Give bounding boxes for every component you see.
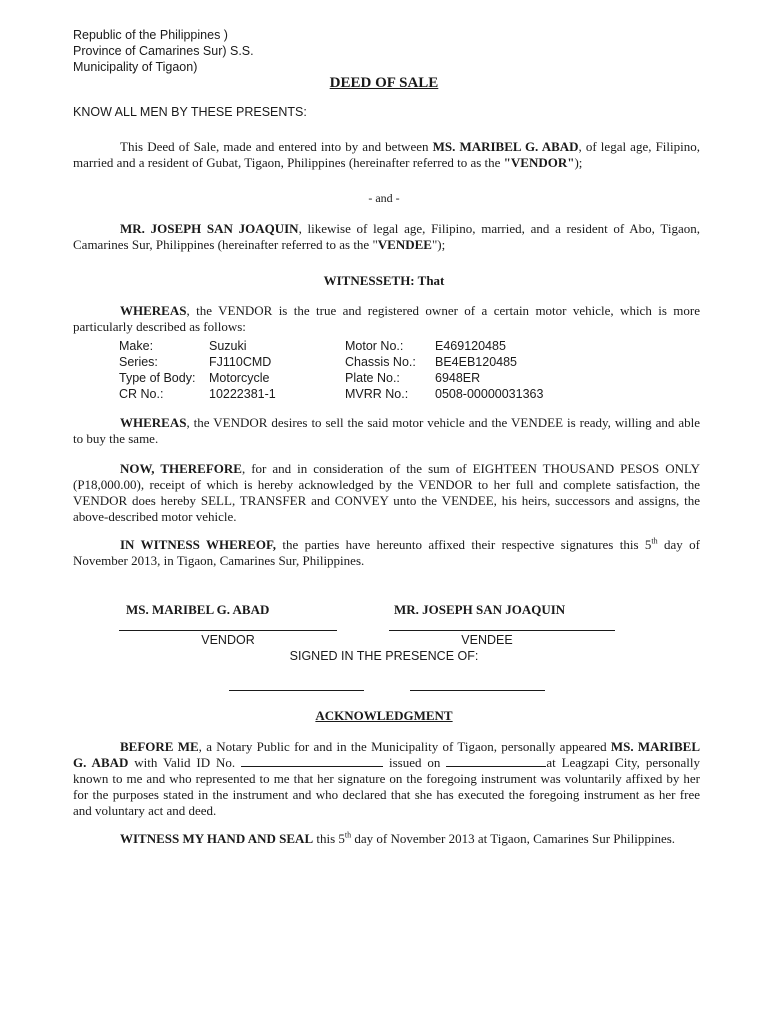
whereas-sell-text: , the VENDOR desires to sell the said motor vehicle and the VENDEE is ready, willing and able to buy the same.: [73, 415, 700, 446]
in-witness-paragraph: [73, 537, 700, 569]
hand-seal-text-a: this 5: [313, 831, 345, 846]
whereas-owner-text: , the VENDOR is the true and registered owner of a certain motor vehicle, which is more particularly described as follows:: [73, 303, 700, 334]
spec-value: BE4EB120485: [435, 355, 518, 369]
vendor-signature-line: [119, 630, 337, 631]
spec-value: 6948ER: [435, 371, 481, 385]
in-witness-text-b: day of November 2013, in Tigaon, Camarines Sur, Philippines.: [73, 537, 701, 568]
in-witness-text-a: the parties have hereunto affixed their respective signatures this 5: [275, 537, 652, 552]
ack-text-b: with Valid ID No.: [128, 755, 242, 770]
spec-label: Make:: [119, 339, 154, 353]
witnesseth-heading: WITNESSETH: That: [323, 273, 445, 288]
venue-block: [73, 27, 254, 75]
spec-value: 0508-00000031363: [435, 387, 544, 401]
ack-lead: BEFORE ME: [120, 739, 199, 754]
hand-seal-paragraph: [73, 831, 700, 847]
spec-value: Suzuki: [209, 339, 247, 353]
spec-value: Motorcycle: [209, 371, 270, 385]
vendee-name: MR. JOSEPH SAN JOAQUIN: [120, 221, 299, 236]
vendor-role-label: VENDOR: [201, 633, 255, 647]
intro-paragraph: [73, 139, 700, 171]
vendee-text-a: , likewise of legal age, Filipino, married, and a resident of Abo, Tigaon, Camarines Sur, Philippines (hereinafter referred to as the ": [73, 221, 700, 252]
spec-label: MVRR No.:: [345, 387, 409, 401]
intro-text-c: );: [574, 155, 583, 170]
vendee-signature-line: [389, 630, 615, 631]
vendee-paragraph: [73, 221, 700, 253]
hand-seal-lead: WITNESS MY HAND AND SEAL: [120, 831, 314, 846]
hand-seal-ordinal: th: [344, 830, 352, 840]
ack-text-d: at Leagzapi City, personally known to me and who represented to me that her signature on the foregoing instrument was voluntarily affixed by her for the purposes stated in the instrument and who declared that she has executed the foregoing instrument as her free and voluntary act and deed.: [73, 755, 700, 818]
vendee-signatory-name: MR. JOSEPH SAN JOAQUIN: [394, 602, 566, 617]
acknowledgment-heading: ACKNOWLEDGMENT: [315, 708, 453, 723]
document-title: DEED OF SALE: [329, 75, 439, 91]
whereas-owner-lead: WHEREAS: [120, 303, 187, 318]
witness-signature-line: [410, 690, 545, 691]
vendor-signatory-name: MS. MARIBEL G. ABAD: [126, 602, 270, 617]
vendor-term: "VENDOR": [503, 155, 575, 170]
venue-line-municipality: Municipality of Tigaon): [73, 60, 198, 74]
issued-on-blank: [446, 755, 546, 767]
whereas-owner-paragraph: [73, 303, 700, 335]
spec-value: FJ110CMD: [209, 355, 272, 369]
opening-line: KNOW ALL MEN BY THESE PRESENTS:: [73, 105, 307, 119]
intro-text-a: This Deed of Sale, made and entered into by and between: [120, 139, 433, 154]
in-witness-lead: IN WITNESS WHEREOF,: [120, 537, 276, 552]
vendee-role-label: VENDEE: [461, 633, 513, 647]
vendee-text-b: ");: [431, 237, 446, 252]
spec-label: Type of Body:: [119, 371, 196, 385]
vendee-term: VENDEE: [377, 237, 432, 252]
ack-name: MS. MARIBEL G. ABAD: [73, 739, 700, 770]
vendor-name: MS. MARIBEL G. ABAD: [432, 139, 579, 154]
therefore-text: , for and in consideration of the sum of EIGHTEEN THOUSAND PESOS ONLY (P18,000.00), receipt of which is hereby acknowledged by the VENDOR to her full and complete satisfaction, the VENDOR does hereby SELL, TRANSFER and CONVEY unto the VENDEE, his heirs, successors and assigns, the above-described motor vehicle.: [73, 461, 700, 524]
spec-value: 10222381-1: [209, 387, 276, 401]
spec-label: Motor No.:: [345, 339, 404, 353]
whereas-sell-paragraph: [73, 415, 700, 447]
signed-presence-heading: SIGNED IN THE PRESENCE OF:: [289, 649, 479, 663]
valid-id-blank: [241, 755, 383, 767]
acknowledgment-paragraph: [73, 739, 700, 819]
spec-label: CR No.:: [119, 387, 164, 401]
venue-line-province: Province of Camarines Sur) S.S.: [73, 44, 254, 58]
venue-line-republic: Republic of the Philippines ): [73, 28, 228, 42]
in-witness-ordinal: th: [651, 536, 658, 546]
therefore-paragraph: [73, 461, 700, 525]
spec-label: Plate No.:: [345, 371, 400, 385]
and-separator: - and -: [368, 191, 400, 205]
whereas-sell-lead: WHEREAS: [120, 415, 187, 430]
hand-seal-text-b: day of November 2013 at Tigaon, Camarines Sur Philippines.: [351, 831, 676, 846]
spec-label: Series:: [119, 355, 158, 369]
intro-text-b: , of legal age, Filipino, married and a resident of Gubat, Tigaon, Philippines (hereinafter referred to as the: [73, 139, 700, 170]
therefore-lead: NOW, THEREFORE: [120, 461, 242, 476]
ack-text-a: , a Notary Public for and in the Municipality of Tigaon, personally appeared: [198, 739, 611, 754]
spec-value: E469120485: [435, 339, 506, 353]
witness-signature-line: [229, 690, 364, 691]
ack-text-c: issued on: [383, 755, 447, 770]
spec-label: Chassis No.:: [345, 355, 416, 369]
